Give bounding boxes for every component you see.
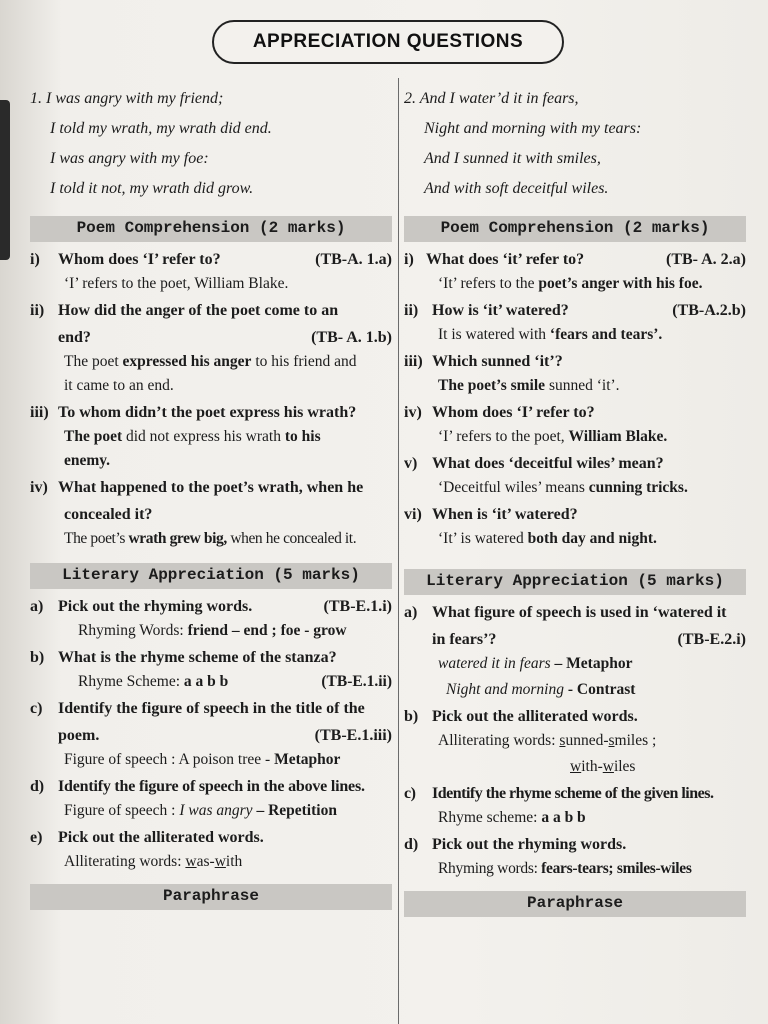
question	[30, 826, 392, 850]
question-number: ii)	[30, 302, 45, 319]
answer-continued	[404, 755, 746, 779]
textbook-reference: (TB- A. 2.a)	[666, 251, 746, 268]
question	[30, 401, 392, 425]
alliteration-letter: w	[570, 758, 582, 775]
answer-label: Rhyme Scheme:	[78, 673, 181, 690]
section-heading-comprehension: Poem Comprehension (2 marks)	[30, 216, 392, 242]
answer-emphasis: William Blake.	[568, 428, 668, 445]
answer-emphasis: – Metaphor	[554, 655, 633, 672]
answer-emphasis: both day and night.	[527, 530, 657, 547]
column-divider	[398, 78, 399, 1024]
question-text: concealed it?	[64, 506, 153, 523]
answer-emphasis: wrath grew big,	[128, 530, 227, 547]
stanza-line: I told my wrath, my wrath did end.	[50, 120, 272, 137]
textbook-reference: (TB-E.1.iii)	[314, 727, 392, 744]
question	[404, 601, 746, 625]
answer-italic: watered it in fears	[438, 655, 551, 672]
question	[30, 299, 392, 323]
answer	[404, 374, 746, 398]
question-text: What does ‘it’ refer to?	[426, 251, 585, 268]
answer-text: The poet	[64, 353, 119, 370]
answer-text: to his friend and	[255, 353, 357, 370]
question	[404, 782, 746, 806]
question-number: iii)	[404, 353, 423, 370]
answer-emphasis: Metaphor	[274, 751, 341, 768]
question-number: a)	[30, 598, 44, 615]
question-number: c)	[404, 785, 416, 802]
answer-text: ith-	[581, 758, 603, 775]
answer-text: It is watered with	[438, 326, 547, 343]
question-text: What does ‘deceitful wiles’ mean?	[432, 455, 664, 472]
answer-label: Figure of speech :	[64, 802, 176, 819]
question-number: d)	[30, 778, 44, 795]
question-text: To whom didn’t the poet express his wrath?	[58, 404, 357, 421]
textbook-reference: (TB-A.2.b)	[672, 302, 746, 319]
answer-text: did not express his wrath	[126, 428, 281, 445]
answer-italic: I was angry	[179, 802, 253, 819]
stanza-line: 1. I was angry with my friend;	[30, 90, 224, 107]
question	[404, 705, 746, 729]
question-text: Identify the rhyme scheme of the given lines.	[432, 785, 714, 802]
answer-text: ‘Deceitful wiles’ means	[438, 479, 585, 496]
question-text: What happened to the poet’s wrath, when he	[58, 479, 364, 496]
question-number: b)	[30, 649, 45, 666]
left-column	[30, 84, 392, 916]
answer	[30, 425, 392, 473]
question	[30, 646, 392, 670]
answer-text: unned-	[565, 732, 609, 749]
answer-label: Alliterating words:	[438, 732, 556, 749]
textbook-reference: (TB- A. 1.b)	[311, 329, 392, 346]
answer-emphasis: – Repetition	[256, 802, 337, 819]
question-number: c)	[30, 700, 43, 717]
question-number: e)	[30, 829, 43, 846]
answer-text: iles	[613, 758, 636, 775]
question-number: a)	[404, 604, 418, 621]
question	[30, 476, 392, 500]
answer-emphasis: ‘fears and tears’.	[549, 326, 663, 343]
answer	[404, 476, 746, 500]
stanza-1	[30, 84, 392, 204]
question-text: What figure of speech is used in ‘watered it	[432, 604, 727, 621]
alliteration-letter: s	[608, 732, 615, 749]
textbook-reference: (TB-E.1.ii)	[321, 673, 392, 690]
textbook-reference: (TB-A. 1.a)	[315, 251, 392, 268]
answer-text: The poet’s	[64, 530, 125, 547]
question	[30, 697, 392, 721]
answer-emphasis: a a b b	[183, 673, 229, 690]
question-text: When is ‘it’ watered?	[432, 506, 578, 523]
question-text: How did the anger of the poet come to an	[58, 302, 339, 319]
answer	[404, 527, 746, 551]
question	[30, 595, 392, 619]
answer	[30, 850, 392, 874]
stanza-line: 2. And I water’d it in fears,	[404, 90, 579, 107]
answer-label: Figure of speech : A poison tree -	[64, 751, 271, 768]
answer	[30, 670, 392, 694]
answer: ‘I’ refers to the poet, William Blake.	[64, 275, 289, 292]
question-text: Identify the figure of speech in the title of the	[58, 700, 365, 717]
question-number: v)	[404, 455, 418, 472]
section-heading-paraphrase: Paraphrase	[30, 884, 392, 910]
alliteration-letter: w	[214, 853, 226, 870]
question-number: iv)	[404, 404, 422, 421]
answer	[404, 323, 746, 347]
right-column	[404, 84, 746, 923]
answer	[404, 678, 746, 702]
question-text: poem.	[58, 727, 100, 744]
alliteration-letter: w	[185, 853, 197, 870]
stanza-2	[404, 84, 746, 204]
question-text: Whom does ‘I’ refer to?	[58, 251, 221, 268]
section-heading-paraphrase: Paraphrase	[404, 891, 746, 917]
question	[404, 833, 746, 857]
answer	[30, 619, 392, 643]
question	[404, 503, 746, 527]
answer-emphasis: to his	[284, 428, 321, 445]
answer-text: ‘It’ refers to the	[438, 275, 535, 292]
answer-text: sunned ‘it’.	[548, 377, 620, 394]
answer-emphasis: poet’s anger with his foe.	[538, 275, 703, 292]
page-spine-edge	[0, 100, 10, 260]
question	[30, 775, 392, 799]
question	[404, 452, 746, 476]
answer	[404, 806, 746, 830]
answer-italic: Night and morning	[446, 681, 564, 698]
answer-emphasis: expressed his anger	[122, 353, 252, 370]
answer	[404, 729, 746, 753]
answer-text: ‘It’ is watered	[438, 530, 524, 547]
alliteration-letter: w	[602, 758, 614, 775]
question-continued	[30, 503, 392, 527]
answer	[30, 350, 392, 398]
question-number: d)	[404, 836, 419, 853]
answer-emphasis: a a b b	[541, 809, 586, 826]
question	[404, 401, 746, 425]
stanza-line: And with soft deceitful wiles.	[424, 180, 609, 197]
stanza-line: And I sunned it with smiles,	[424, 150, 601, 167]
question-text: Which sunned ‘it’?	[432, 353, 563, 370]
section-heading-literary: Literary Appreciation (5 marks)	[404, 569, 746, 595]
stanza-line: I told it not, my wrath did grow.	[50, 180, 254, 197]
section-heading-comprehension: Poem Comprehension (2 marks)	[404, 216, 746, 242]
answer	[404, 272, 746, 296]
answer-label: Rhyming Words:	[78, 622, 184, 639]
answer	[30, 527, 392, 551]
answer-text: when he concealed it.	[230, 530, 357, 547]
question-text: Identify the figure of speech in the above lines.	[58, 778, 365, 795]
answer	[404, 652, 746, 676]
answer-emphasis: friend – end ; foe - grow	[187, 622, 347, 639]
answer-emphasis: The poet’s smile	[438, 377, 546, 394]
question-continued	[30, 724, 392, 748]
question-text: What is the rhyme scheme of the stanza?	[58, 649, 337, 666]
answer-emphasis: enemy.	[64, 452, 111, 469]
question-text: Pick out the rhyming words.	[58, 598, 253, 615]
question	[404, 350, 746, 374]
question-continued	[404, 628, 746, 652]
answer-emphasis: cunning tricks.	[588, 479, 688, 496]
question	[404, 299, 746, 323]
answer-label: Rhyming words:	[438, 860, 538, 877]
question-text: end?	[58, 329, 91, 346]
question-number: ii)	[404, 302, 419, 319]
question-text: Pick out the alliterated words.	[432, 708, 638, 725]
question	[30, 248, 392, 272]
question-number: iv)	[30, 479, 48, 496]
question-number: i)	[30, 251, 40, 268]
answer-text: as-	[196, 853, 215, 870]
question-continued	[30, 326, 392, 350]
page-title: APPRECIATION QUESTIONS	[212, 20, 564, 64]
answer-emphasis: fears-tears; smiles-wiles	[541, 860, 692, 877]
question	[404, 248, 746, 272]
question-text: in fears’?	[432, 631, 497, 648]
section-heading-literary: Literary Appreciation (5 marks)	[30, 563, 392, 589]
alliteration-letter: s	[559, 732, 566, 749]
answer	[30, 748, 392, 772]
answer-label: Rhyme scheme:	[438, 809, 538, 826]
question-number: iii)	[30, 404, 49, 421]
answer	[404, 425, 746, 449]
textbook-reference: (TB-E.1.i)	[323, 598, 392, 615]
stanza-line: I was angry with my foe:	[50, 150, 209, 167]
stanza-line: Night and morning with my tears:	[424, 120, 642, 137]
question-number: b)	[404, 708, 419, 725]
question-text: Pick out the alliterated words.	[58, 829, 264, 846]
answer-text: it came to an end.	[64, 377, 174, 394]
answer-text: miles ;	[614, 732, 657, 749]
question-number: i)	[404, 251, 414, 268]
answer-emphasis: - Contrast	[567, 681, 636, 698]
answer	[404, 857, 746, 881]
textbook-reference: (TB-E.2.i)	[677, 631, 746, 648]
answer-label: Alliterating words:	[64, 853, 182, 870]
answer-emphasis: The poet	[64, 428, 123, 445]
answer-text: ith	[225, 853, 243, 870]
answer-text: ‘I’ refers to the poet,	[438, 428, 565, 445]
question-text: Whom does ‘I’ refer to?	[432, 404, 595, 421]
question-text: Pick out the rhyming words.	[432, 836, 627, 853]
answer	[30, 799, 392, 823]
question-number: vi)	[404, 506, 422, 523]
question-text: How is ‘it’ watered?	[432, 302, 569, 319]
